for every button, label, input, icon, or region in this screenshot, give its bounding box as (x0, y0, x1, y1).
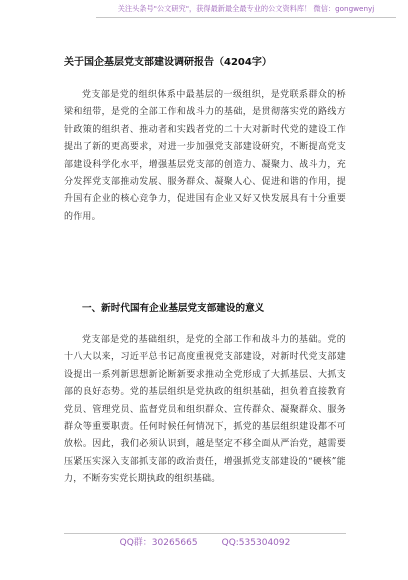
section-paragraph: 党支部是党的基础组织，是党的全部工作和战斗力的基础。党的十八大以来，习近平总书记高度重视党支部建设，对新时代党支部建设提出一系列新思想新论断新要求推动全党形成了大抓基层、大抓支部的良好态势。党的基层组织是党执政的组织基础，担负着直接教育党员、管理党员、监督党员和组织群众、宣传群众、凝聚群众、服务群众等重要职责。任何时候任何情况下，抓党的基层组织建设都不可放松。因此，我们必须认识到，越是坚定不移全面从严治党，越需要压紧压实深入支部抓支部的政治责任，增强抓党支部建设的“硬核”能力，不断夯实党长期执政的组织基础。 (64, 335, 346, 485)
footer-qq: QQ:535304092 (221, 538, 291, 548)
intro-paragraph: 党支部是党的组织体系中最基层的一级组织，是党联系群众的桥梁和纽带，是党的全部工作和战斗力的基础，是贯彻落实党的路线方针政策的组织者、推动者和实践者党的二十大对新时代党的建设工作提出了新的更高要求，对进一步加强党支部建设研究，不断提高党支部建设科学化水平，增强基层党支部的创造力、凝聚力、战斗力，充分发挥党支部推动发展、服务群众、凝聚人心、促进和谐的作用，提升国有企业的核心竞争力，促进国有企业又好又快发展具有十分重要的作用。 (64, 90, 346, 222)
footer-banner (64, 533, 346, 549)
header-banner (96, 4, 396, 18)
document-title: 关于国企基层党支部建设调研报告（4204字） (64, 57, 272, 68)
header-banner-text: 关注头条号"公文研究"，获得最新最全最专业的公文资料库！ 微信：gongwenyj (117, 4, 375, 13)
footer-qq-group: QQ群：30265665 (119, 538, 198, 548)
section-heading: 一、新时代国有企业基层党支部建设的意义 (82, 303, 265, 314)
